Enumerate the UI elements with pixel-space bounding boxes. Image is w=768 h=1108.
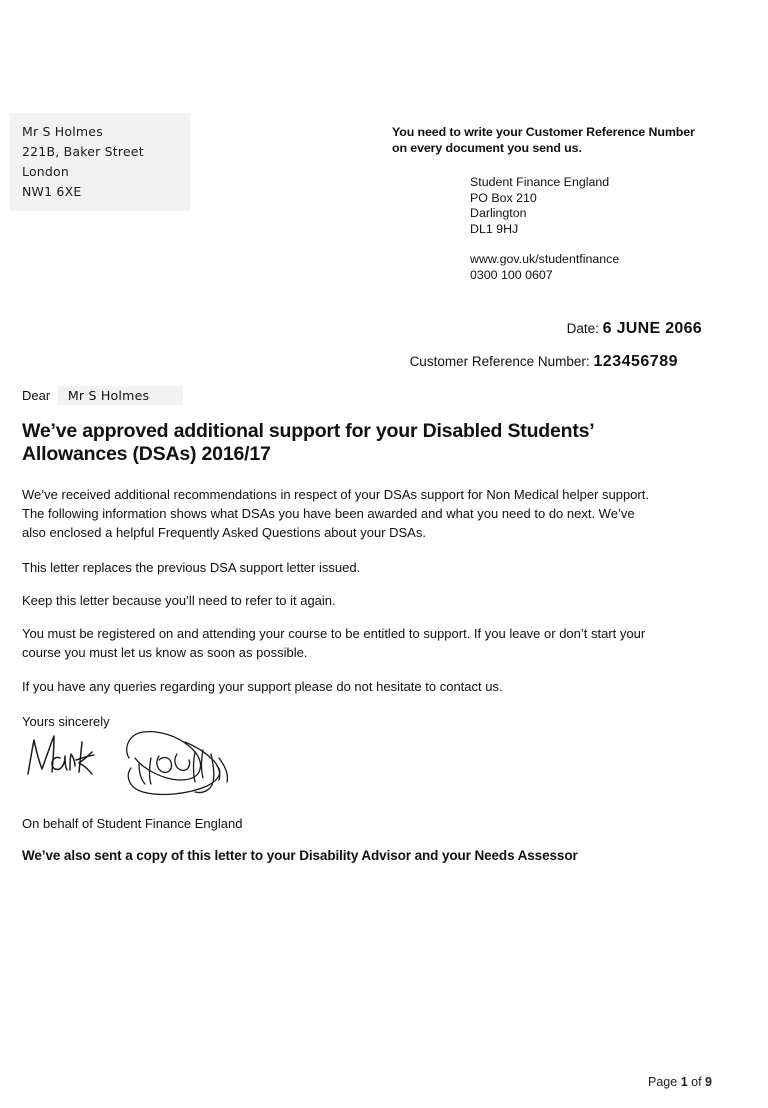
customer-reference — [410, 353, 678, 371]
body-paragraph: This letter replaces the previous DSA support letter issued. — [22, 559, 361, 575]
customer-reference-notice: You need to write your Customer Reference Number on every document you send us. — [392, 125, 695, 155]
sender-website: www.gov.uk/studentfinance — [470, 252, 620, 266]
sign-off: Yours sincerely — [22, 713, 110, 729]
signature-cassidy-icon — [115, 724, 245, 808]
date-label: Date: — [566, 321, 599, 336]
sender-po-box: PO Box 210 — [470, 190, 537, 205]
total-page-count: 9 — [705, 1075, 712, 1089]
page-number-footer — [648, 1075, 712, 1089]
date-value: 6 JUNE 2066 — [602, 320, 702, 337]
sender-organisation: Student Finance England — [470, 175, 610, 189]
signatory-organisation: On behalf of Student Finance England — [22, 816, 243, 831]
body-paragraph: If you have any queries regarding your support please do not hesitate to contact us. — [22, 679, 503, 695]
recipient-address-line: 221B, Baker Street — [22, 144, 144, 159]
letter-body — [22, 485, 660, 746]
page-title: We’ve approved additional support for your Disabled Students’ Allowances (DSAs) 2016/17 — [22, 420, 594, 465]
sender-address — [470, 175, 619, 283]
body-paragraph: We’ve received additional recommendations in respect of your DSAs support for Non Medical helper support. The following information shows what DSAs you have been awarded and what you need to do next. We’ve also enclosed a helpful Frequently Asked Questions about your DSAs. — [22, 487, 649, 541]
recipient-address — [22, 122, 144, 202]
copy-recipients-note: We’ve also sent a copy of this letter to your Disability Advisor and your Needs Assessor — [22, 848, 578, 863]
customer-reference-value: 123456789 — [593, 353, 678, 370]
page-of-label: of — [691, 1075, 702, 1089]
current-page-number: 1 — [680, 1075, 688, 1089]
recipient-address-line: Mr S Holmes — [22, 124, 103, 139]
salutation-greeting: Dear — [22, 388, 51, 403]
sender-postcode: DL1 9HJ — [470, 221, 519, 236]
recipient-address-line: NW1 6XE — [22, 184, 82, 199]
sender-phone: 0300 100 0607 — [470, 267, 553, 282]
letter-date — [567, 320, 702, 338]
page-label: Page — [648, 1075, 678, 1089]
customer-reference-label: Customer Reference Number: — [409, 354, 590, 369]
sender-spacer — [470, 237, 619, 252]
sender-town: Darlington — [470, 206, 527, 220]
salutation — [22, 386, 183, 405]
signature-block — [20, 728, 250, 800]
body-paragraph: You must be registered on and attending your course to be entitled to support. If you leave or don’t start your course you must let us know as soon as possible. — [22, 626, 646, 661]
body-paragraph: Keep this letter because you’ll need to refer to it again. — [22, 592, 336, 608]
recipient-address-line: London — [22, 164, 70, 179]
salutation-name: Mr S Holmes — [58, 386, 184, 405]
